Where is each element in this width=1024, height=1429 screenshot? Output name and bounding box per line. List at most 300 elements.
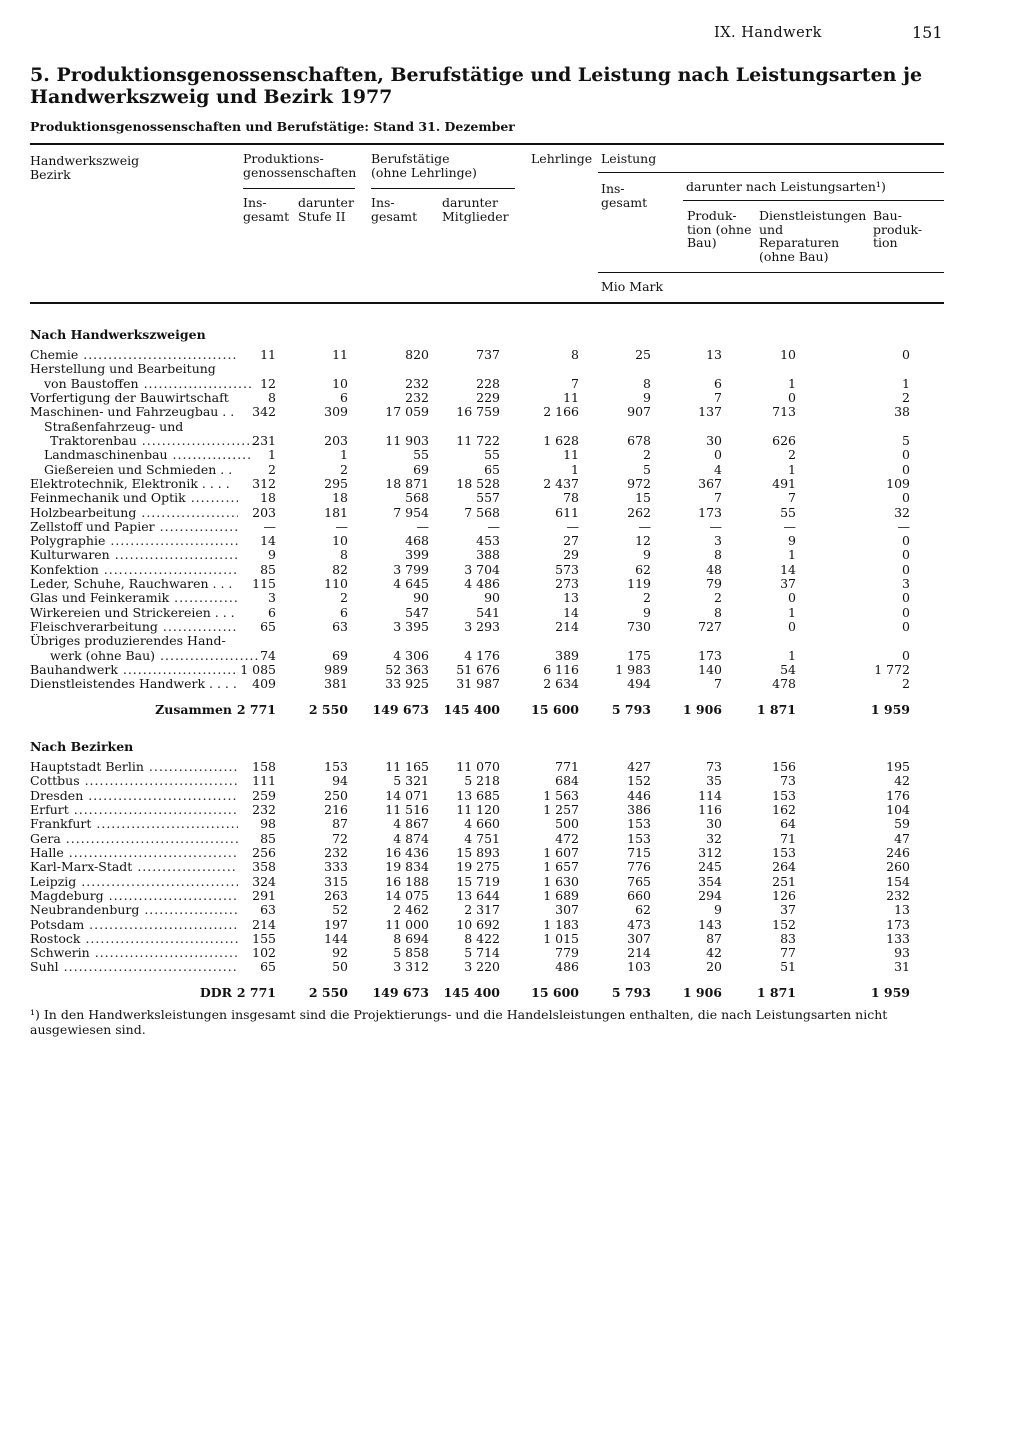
cell-value: 7 954 [393,504,429,520]
cell-value: 389 [555,647,579,663]
cell-value: 2 [340,461,348,477]
cell-value: 907 [627,404,651,420]
cell-value: 3 [268,590,276,606]
cell-value: 229 [476,389,500,405]
cell-value: 324 [252,873,276,889]
row-label: Frankfurt ..... [30,817,238,831]
cell-value: 11 [563,389,579,405]
cell-value: 20 [706,959,722,975]
cell-value: 232 [886,887,910,903]
cell-value: 1 689 [543,887,579,903]
cell-value: 195 [886,759,910,774]
cell-value: 0 [788,389,796,405]
cell-value: 473 [627,916,651,932]
cell-value: 6 116 [543,662,579,678]
cell-value: 2 550 [308,702,348,717]
cell-value: 307 [627,930,651,946]
cell-value: 0 [902,590,910,606]
cell-value: 660 [627,887,651,903]
cell-value: 137 [698,404,722,420]
cell-value: 4 [714,461,722,477]
row-label: Potsdam ..... [30,918,238,932]
cell-value: 312 [698,844,722,860]
cell-value: 29 [563,547,579,563]
cell-value: 32 [894,504,910,520]
cell-value: 181 [324,504,348,520]
cell-value: 149 673 [372,702,429,717]
cell-value: 102 [252,945,276,961]
cell-value: 260 [886,859,910,875]
cell-value: 35 [706,773,722,789]
row-label: Leder, Schuhe, Rauchwaren . . . [30,577,233,592]
cell-value: 72 [332,830,348,846]
cell-value: 90 [413,590,429,606]
table-row [0,348,1024,362]
table-row [0,477,1024,491]
cell-value: 2 [902,676,910,692]
row-label: Leipzig ..... [30,875,238,889]
cell-value: 0 [902,561,910,577]
table-row [0,577,1024,591]
cell-value: 5 858 [393,945,429,961]
cell-value: 11 070 [456,759,500,774]
col-output-construction: Bau- produk- tion [873,208,923,250]
cell-value: 232 [405,389,429,405]
cell-value: 11 120 [456,801,500,817]
output-type-rule [683,200,944,201]
cell-value: 158 [252,759,276,774]
cell-value: 1 [788,461,796,477]
cell-value: 0 [902,461,910,477]
cell-value: 32 [706,830,722,846]
cell-value: 7 568 [464,504,500,520]
table-row [0,362,1024,376]
cell-value: 12 [635,533,651,549]
cell-value: 85 [260,830,276,846]
running-header-section: IX. Handwerk [714,25,822,41]
cell-value: 50 [332,959,348,975]
cell-value: 5 [902,432,910,448]
cell-value: 16 759 [456,404,500,420]
row-label: von Baustoffen ..... [44,377,252,391]
col-output-production: Produk- tion (ohne Bau) [687,208,752,250]
cell-value: 491 [772,475,796,491]
cell-value: 273 [555,576,579,592]
cell-value: 989 [324,662,348,678]
cell-value: 51 [780,959,796,975]
table-row [0,677,1024,691]
table-row [0,491,1024,505]
cell-value: 10 [332,533,348,549]
row-label: Dienstleistendes Handwerk . . . . [30,677,237,692]
cell-value: 2 771 [236,985,276,1000]
cell-value: 2 317 [464,902,500,918]
cell-value: 30 [706,816,722,832]
row-label: Feinmechanik und Optik ..... [30,491,238,505]
cell-value: 31 [894,959,910,975]
cell-value: 14 [260,533,276,549]
cell-value: 8 694 [393,930,429,946]
cell-value: 972 [627,475,651,491]
total-label: DDR [199,986,232,1000]
cell-value: 119 [627,576,651,592]
cell-value: 3 799 [393,561,429,577]
cell-value: 8 [340,547,348,563]
row-label: Gera ..... [30,832,238,846]
row-label: Holzbearbeitung ..... [30,506,238,520]
cell-value: 259 [252,787,276,803]
cell-value: 5 793 [611,985,651,1000]
cell-value: 214 [627,945,651,961]
cell-value: 3 [714,533,722,549]
cell-value: 453 [476,533,500,549]
cell-value: 145 400 [443,702,500,717]
cell-value: 155 [252,930,276,946]
cell-value: 2 437 [543,475,579,491]
table-row [0,932,1024,946]
cell-value: 98 [260,816,276,832]
cell-value: 82 [332,561,348,577]
cell-value: 69 [413,461,429,477]
row-label: Zellstoff und Papier ..... [30,520,238,534]
table-row [0,405,1024,419]
cell-value: 16 436 [385,844,429,860]
cell-value: 30 [706,432,722,448]
cell-value: 409 [252,676,276,692]
table-row [0,620,1024,634]
table-row [0,448,1024,462]
table-subtitle: Produktionsgenossenschaften und Berufstätige: Stand 31. Dezember [30,119,515,134]
cell-value: 65 [484,461,500,477]
cell-value: 0 [902,619,910,635]
cell-value: 730 [627,619,651,635]
cell-value: 133 [886,930,910,946]
cell-value: 10 [780,347,796,362]
cell-value: 0 [902,447,910,463]
cell-value: 11 [332,347,348,362]
cell-value: 6 [268,604,276,620]
table-row [0,817,1024,831]
section-title-districts: Nach Bezirken [30,739,134,754]
row-label: Glas und Feinkeramik ..... [30,591,238,605]
table-row [0,803,1024,817]
cell-value: 2 [788,447,796,463]
cell-value: 153 [772,844,796,860]
cell-value: 4 486 [464,576,500,592]
cell-value: — [335,518,348,534]
table-row [0,548,1024,562]
cell-value: 154 [886,873,910,889]
cell-value: 109 [886,475,910,491]
table-title: 5. Produktionsgenossenschaften, Berufstätige und Leistung nach Leistungsarten je Handwerkszweig und Bezirk 1977 [30,64,923,108]
cell-value: 8 [714,604,722,620]
cell-value: 17 059 [385,404,429,420]
cell-value: 71 [780,830,796,846]
cell-value: 110 [324,576,348,592]
cell-value: 7 [714,389,722,405]
cell-value: 216 [324,801,348,817]
cell-value: 232 [324,844,348,860]
row-label: werk (ohne Bau) ..... [50,649,258,663]
cell-value: 65 [260,619,276,635]
col-workers-total: Ins- gesamt [371,195,418,224]
table-row [0,960,1024,974]
cell-value: 11 000 [385,916,429,932]
cell-value: 381 [324,676,348,692]
col-pgh-stufe2: darunter Stufe II [298,195,354,224]
cell-value: 294 [698,887,722,903]
col-workers: Berufstätige (ohne Lehrlinge) [371,151,477,180]
table-row [0,377,1024,391]
cell-value: 3 293 [464,619,500,635]
cell-value: 1 983 [615,662,651,678]
cell-value: 25 [635,347,651,362]
cell-value: 1 607 [543,844,579,860]
cell-value: 12 [260,375,276,391]
cell-value: 140 [698,662,722,678]
cell-value: 468 [405,533,429,549]
table-row [0,506,1024,520]
cell-value: 568 [405,490,429,506]
cell-value: 5 793 [611,702,651,717]
cell-value: 3 [902,576,910,592]
workers-rule [371,188,515,189]
cell-value: 8 [571,347,579,362]
cell-value: 541 [476,604,500,620]
cell-value: 1 257 [543,801,579,817]
cell-value: — [709,518,722,534]
cell-value: 48 [706,561,722,577]
cell-value: 13 685 [456,787,500,803]
table-row [0,534,1024,548]
cell-value: 291 [252,887,276,903]
col-output-services: Dienstleistungen und Reparaturen (ohne Bau) [759,208,867,264]
cell-value: 11 [260,347,276,362]
table-row [0,420,1024,434]
cell-value: 765 [627,873,651,889]
table-row [0,563,1024,577]
cell-value: 54 [780,662,796,678]
cell-value: 1 [788,604,796,620]
cell-value: 0 [788,590,796,606]
cell-value: 55 [780,504,796,520]
cell-value: 85 [260,561,276,577]
cell-value: 93 [894,945,910,961]
cell-value: 111 [252,773,276,789]
col-unit: Mio Mark [601,279,664,294]
cell-value: 11 165 [385,759,429,774]
cell-value: 115 [252,576,276,592]
cell-value: 65 [260,959,276,975]
col-stub: Handwerkszweig Bezirk [30,153,140,182]
cell-value: 13 [894,902,910,918]
cell-value: 2 462 [393,902,429,918]
cell-value: 2 550 [308,985,348,1000]
cell-value: 771 [555,759,579,774]
cell-value: 2 [902,389,910,405]
cell-value: 678 [627,432,651,448]
col-output-by-type: darunter nach Leistungsarten¹) [686,179,886,194]
cell-value: 727 [698,619,722,635]
cell-value: 0 [788,619,796,635]
cell-value: 27 [563,533,579,549]
cell-value: 126 [772,887,796,903]
cell-value: 0 [714,447,722,463]
cell-value: 5 218 [464,773,500,789]
cell-value: 1 959 [870,985,910,1000]
cell-value: 245 [698,859,722,875]
header-top-rule [30,143,944,145]
cell-value: 144 [324,930,348,946]
table-row [0,591,1024,605]
cell-value: 203 [324,432,348,448]
cell-value: 64 [780,816,796,832]
cell-value: 5 [643,461,651,477]
cell-value: 2 [643,590,651,606]
cell-value: 62 [635,561,651,577]
cell-value: 55 [413,447,429,463]
cell-value: — [638,518,651,534]
cell-value: 626 [772,432,796,448]
cell-value: 143 [698,916,722,932]
cell-value: — [263,518,276,534]
cell-value: 4 176 [464,647,500,663]
col-apprentices: Lehrlinge [531,151,593,166]
cell-value: 18 871 [385,475,429,491]
cell-value: 153 [324,759,348,774]
cell-value: 2 [714,590,722,606]
cell-value: 51 676 [456,662,500,678]
row-label: Vorfertigung der Bauwirtschaft [30,390,229,405]
cell-value: 42 [894,773,910,789]
cell-value: 173 [698,647,722,663]
cell-value: 7 [714,490,722,506]
cell-value: 1 628 [543,432,579,448]
cell-value: 309 [324,404,348,420]
cell-value: 2 [268,461,276,477]
cell-value: 1 871 [756,985,796,1000]
cell-value: 262 [627,504,651,520]
row-label: Herstellung und Bearbeitung [30,362,216,377]
cell-value: 8 [714,547,722,563]
row-label: Straßenfahrzeug- und [44,419,184,434]
cell-value: 263 [324,887,348,903]
cell-value: 11 903 [385,432,429,448]
row-label: Cottbus ..... [30,774,238,788]
cell-value: 94 [332,773,348,789]
cell-value: 6 [340,389,348,405]
cell-value: 427 [627,759,651,774]
cell-value: 307 [555,902,579,918]
cell-value: 386 [627,801,651,817]
cell-value: 37 [780,576,796,592]
cell-value: 0 [902,604,910,620]
col-output: Leistung [601,151,657,166]
cell-value: 14 075 [385,887,429,903]
cell-value: 611 [555,504,579,520]
cell-value: 114 [698,787,722,803]
cell-value: 47 [894,830,910,846]
cell-value: 5 321 [393,773,429,789]
cell-value: 1 906 [682,702,722,717]
cell-value: 295 [324,475,348,491]
cell-value: 197 [324,916,348,932]
cell-value: 4 874 [393,830,429,846]
cell-value: 15 [635,490,651,506]
cell-value: 52 [332,902,348,918]
cell-value: 103 [627,959,651,975]
table-row [0,520,1024,534]
row-label: Fleischverarbeitung ..... [30,620,238,634]
cell-value: 15 893 [456,844,500,860]
cell-value: 342 [252,404,276,420]
cell-value: 232 [252,801,276,817]
cell-value: 1 [268,447,276,463]
cell-value: 478 [772,676,796,692]
cell-value: 153 [627,816,651,832]
cell-value: 1 [902,375,910,391]
table-total-row [0,703,1024,717]
cell-value: 713 [772,404,796,420]
row-label: Konfektion ..... [30,563,238,577]
cell-value: 715 [627,844,651,860]
cell-value: 203 [252,504,276,520]
cell-value: 2 166 [543,404,579,420]
cell-value: 31 987 [456,676,500,692]
cell-value: 250 [324,787,348,803]
cell-value: 354 [698,873,722,889]
table-row [0,434,1024,448]
cell-value: 13 [563,590,579,606]
table-row [0,634,1024,648]
cell-value: 486 [555,959,579,975]
row-label: Landmaschinenbau ..... [44,448,252,462]
cell-value: 9 [788,533,796,549]
footnote: ¹) In den Handwerksleistungen insgesamt sind die Projektierungs- und die Handelsleistungen enthalten, die nach Leistungsarten nicht ausgewiesen sind. [30,1007,888,1037]
table-row [0,918,1024,932]
cell-value: 500 [555,816,579,832]
cell-value: 92 [332,945,348,961]
cell-value: 214 [252,916,276,932]
cell-value: 162 [772,801,796,817]
cell-value: — [897,518,910,534]
section-title-branches: Nach Handwerkszweigen [30,327,206,342]
cell-value: 33 925 [385,676,429,692]
cell-value: 2 771 [236,702,276,717]
row-label: Neubrandenburg ..... [30,903,238,917]
cell-value: 4 867 [393,816,429,832]
cell-value: 156 [772,759,796,774]
row-label: Wirkereien und Strickereien . . . [30,605,235,620]
cell-value: 1 [788,647,796,663]
cell-value: 1 630 [543,873,579,889]
cell-value: 59 [894,816,910,832]
cell-value: 4 306 [393,647,429,663]
cell-value: 69 [332,647,348,663]
cell-value: 446 [627,787,651,803]
cell-value: 153 [627,830,651,846]
cell-value: 37 [780,902,796,918]
cell-value: 1 015 [543,930,579,946]
cell-value: 573 [555,561,579,577]
cell-value: 145 400 [443,985,500,1000]
cell-value: 152 [772,916,796,932]
cell-value: 10 692 [456,916,500,932]
cell-value: 55 [484,447,500,463]
cell-value: 1 085 [240,662,276,678]
output-rule [598,172,944,173]
cell-value: 173 [698,504,722,520]
